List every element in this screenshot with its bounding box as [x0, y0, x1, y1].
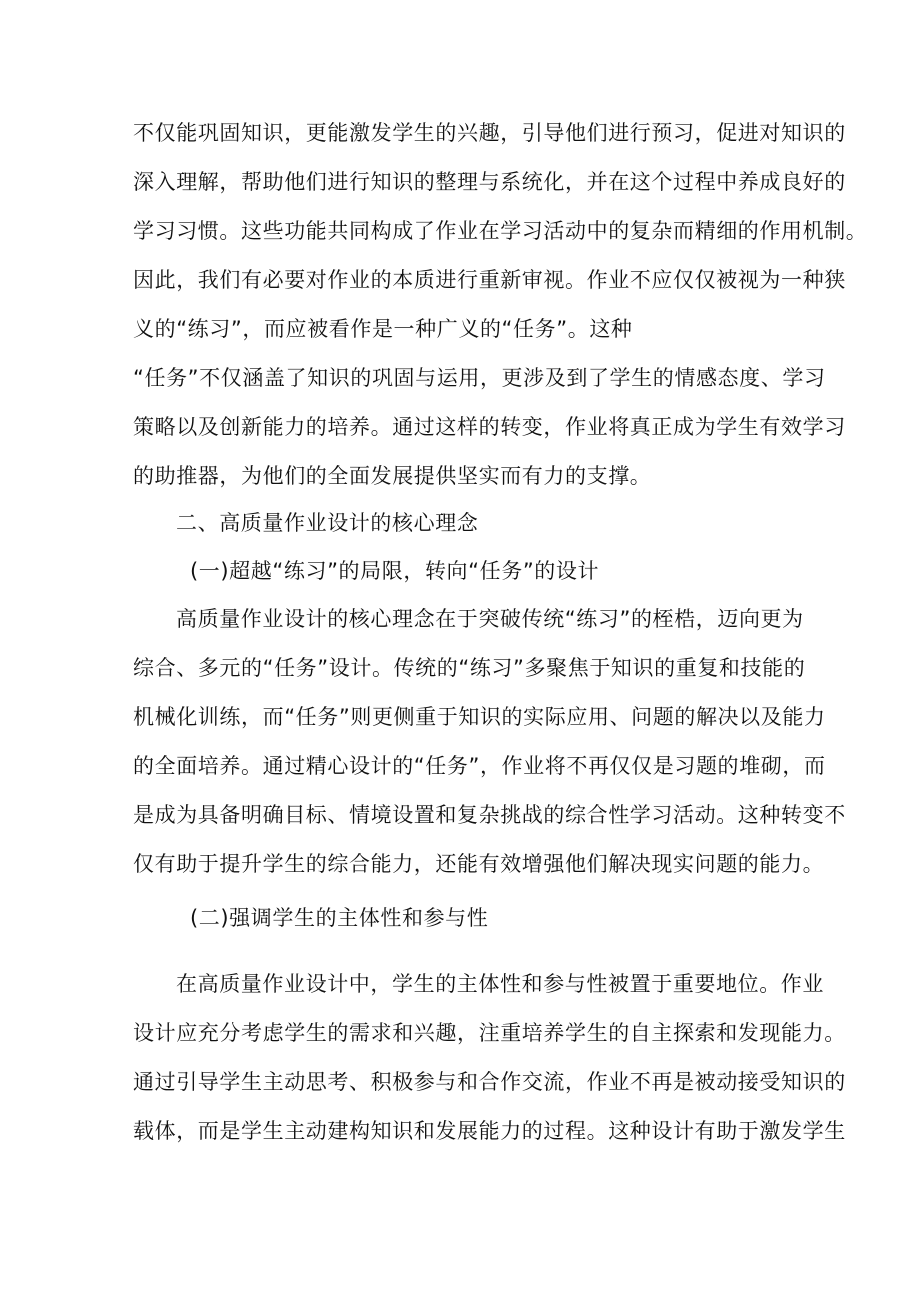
subsection-heading: (二)强调学生的主体性和参与性	[190, 906, 489, 930]
paragraph-line: 机械化训练，而“任务”则更侧重于知识的实际应用、问题的解决以及能力	[133, 705, 826, 729]
subsection-heading: (一)超越“练习”的局限，转向“任务”的设计	[190, 559, 600, 583]
paragraph-line: 载体，而是学生主动建构知识和发展能力的过程。这种设计有助于激发学生	[133, 1119, 846, 1143]
paragraph-line: 在高质量作业设计中，学生的主体性和参与性被置于重要地位。作业	[176, 972, 824, 996]
paragraph-line: 的助推器，为他们的全面发展提供坚实而有力的支撑。	[133, 464, 652, 488]
paragraph-line: 是成为具备明确目标、情境设置和复杂挑战的综合性学习活动。这种转变不	[133, 803, 846, 827]
section-heading: 二、高质量作业设计的核心理念	[176, 511, 479, 535]
paragraph-line: 综合、多元的“任务”设计。传统的“练习”多聚焦于知识的重复和技能的	[133, 656, 806, 680]
paragraph-line: 策略以及创新能力的培养。通过这样的转变，作业将真正成为学生有效学习	[133, 415, 846, 439]
paragraph-line: 因此，我们有必要对作业的本质进行重新审视。作业不应仅仅被视为一种狭	[133, 268, 846, 292]
paragraph-line: “任务”不仅涵盖了知识的巩固与运用，更涉及到了学生的情感态度、学习	[133, 366, 826, 390]
paragraph-line: 通过引导学生主动思考、积极参与和合作交流，作业不再是被动接受知识的	[133, 1070, 846, 1094]
paragraph-line: 高质量作业设计的核心理念在于突破传统“练习”的桎梏，迈向更为	[176, 607, 804, 631]
paragraph-line: 仅有助于提升学生的综合能力，还能有效增强他们解决现实问题的能力。	[133, 852, 825, 876]
paragraph-line: 不仅能巩固知识，更能激发学生的兴趣，引导他们进行预习，促进对知识的	[133, 121, 846, 145]
paragraph-line: 设计应充分考虑学生的需求和兴趣，注重培养学生的自主探索和发现能力。	[133, 1021, 846, 1045]
paragraph-line: 深入理解，帮助他们进行知识的整理与系统化，并在这个过程中养成良好的	[133, 170, 846, 194]
paragraph-line: 的全面培养。通过精心设计的“任务”，作业将不再仅仅是习题的堆砌，而	[133, 754, 826, 778]
paragraph-line: 学习习惯。这些功能共同构成了作业在学习活动中的复杂而精细的作用机制。	[133, 219, 868, 243]
paragraph-line: 义的“练习”，而应被看作是一种广义的“任务”。这种	[133, 317, 633, 341]
